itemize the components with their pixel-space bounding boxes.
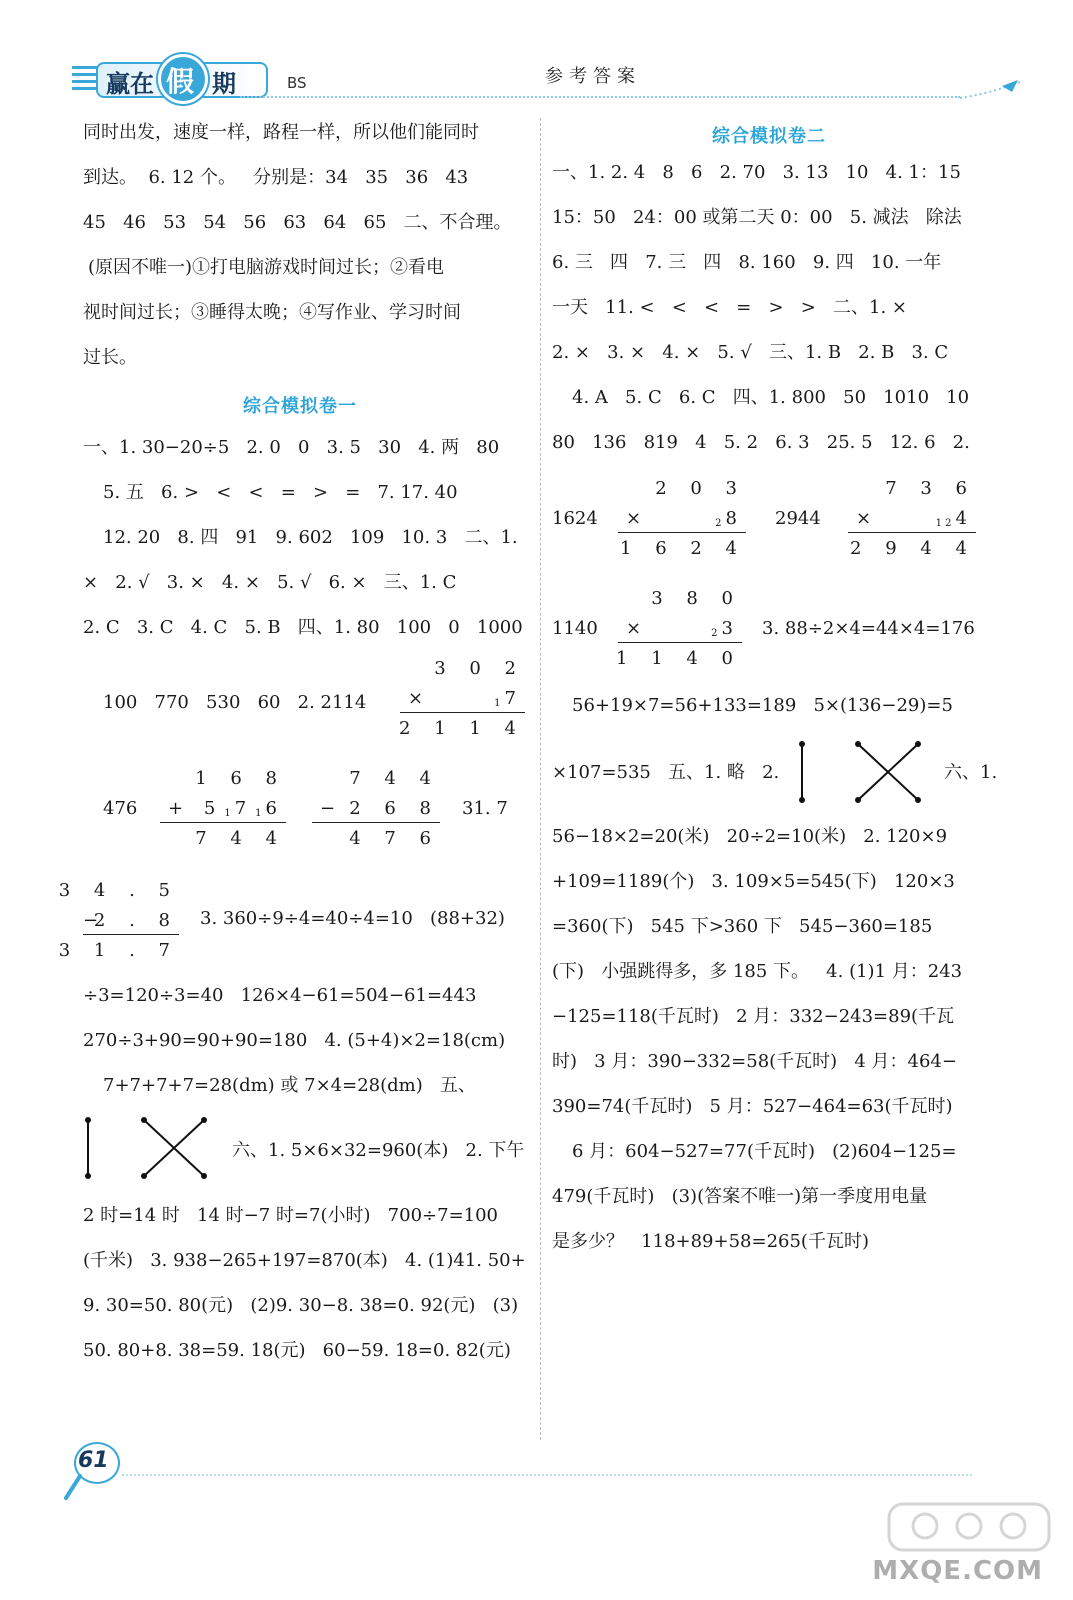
text-line: 12. 20 8. 四 91 9. 602 109 10. 3 二、1. [103, 527, 518, 548]
text-line: 3. 360÷9÷4=40÷4=10 (88+32) [200, 908, 505, 929]
text-line: 2. C 3. C 4. C 5. B 四、1. 80 100 0 1000 [83, 617, 523, 638]
text-line: =360(下) 545 下>360 下 545−360=185 [552, 916, 933, 937]
text-line: −125=118(千瓦时) 2 月：332−243=89(千瓦 [552, 1006, 955, 1027]
calc-carry: 1 [224, 808, 231, 819]
text-line: 390=74(千瓦时) 5 月：527−464=63(千瓦时) [552, 1096, 953, 1117]
vertical-calc-subtraction [312, 768, 440, 854]
text-line: +109=1189(个) 3. 109×5=545(下) 120×3 [552, 871, 955, 892]
section-title-2: 综合模拟卷二 [712, 126, 826, 147]
text-line: 到达。 6. 12 个。 分别是：34 35 36 43 [83, 167, 469, 188]
calc-carry: 2 [711, 628, 718, 639]
brand-text-3: 期 [212, 70, 236, 98]
text-line: 六、1. 5×6×32=960(本) 2. 下午 [232, 1140, 525, 1161]
text-line: 80 136 819 4 5. 2 6. 3 25. 5 12. 6 2. [552, 432, 970, 453]
calc-operand: 7 [504, 688, 525, 709]
calc-result: 1 6 2 4 [620, 538, 746, 559]
calc-operator: × [626, 508, 642, 529]
calc-operand: 3 [721, 618, 742, 639]
vertical-calc-addition [160, 768, 286, 854]
text-line: 56−18×2=20(米) 20÷2=10(米) 2. 120×9 [552, 826, 948, 847]
page-number: 61 [78, 1448, 109, 1473]
calc-operand: 4 [955, 508, 976, 529]
edition-label: BS [287, 74, 307, 92]
calc-carry: 1 [255, 808, 262, 819]
watermark-text: MXQE.COM [872, 1556, 1043, 1586]
text-line: (原因不唯一)①打电脑游戏时间过长；②看电 [88, 257, 445, 278]
text-line: 六、1. [944, 762, 998, 783]
text-line: 479(千瓦时) (3)(答案不唯一)第一季度用电量 [552, 1186, 928, 1207]
text-line: 2944 [775, 508, 821, 529]
text-line: 7+7+7+7=28(dm) 或 7×4=28(dm) 五、 [103, 1075, 476, 1096]
text-line: 过长。 [83, 347, 137, 368]
calc-result: 1 1 4 0 [616, 648, 742, 669]
calc-rule [400, 712, 525, 713]
vertical-calc-multiplication [618, 478, 746, 564]
calc-operator: − [320, 798, 336, 819]
calc-operand: 3 8 0 [651, 588, 742, 609]
text-line: 时) 3 月：390−332=58(千瓦时) 4 月：464− [552, 1051, 957, 1072]
text-line: 4. A 5. C 6. C 四、1. 800 50 1010 10 [572, 387, 970, 408]
header-rule [240, 96, 960, 98]
text-line: 同时出发，速度一样，路程一样，所以他们能同时 [83, 122, 479, 143]
brand-text-1: 赢在 [106, 70, 154, 98]
calc-result: 3 1 . 7 [58, 940, 179, 961]
calc-rule [618, 642, 742, 643]
footer-rule [122, 1474, 972, 1476]
brand-logo [72, 58, 282, 98]
text-line: 15：50 24：00 或第二天 0：00 5. 减法 除法 [552, 207, 962, 228]
calc-operator: × [626, 618, 642, 639]
text-line: ×107=535 五、1. 略 2. [552, 762, 780, 783]
calc-rule [83, 934, 179, 935]
text-line: 视时间过长；③睡得太晚；④写作业、学习时间 [83, 302, 461, 323]
text-line: 9. 30=50. 80(元) (2)9. 30−8. 38=0. 92(元) (3) [83, 1295, 519, 1316]
calc-result: 2 1 1 4 [399, 718, 525, 739]
text-line: 2. × 3. × 4. × 5. √ 三、1. B 2. B 3. C [552, 342, 949, 363]
calc-result: 4 7 6 [349, 828, 440, 849]
text-line: 56+19×7=56+133=189 5×(136−29)=5 [572, 695, 953, 716]
vertical-calc-multiplication [618, 588, 742, 674]
magnifier-handle-icon [62, 1474, 84, 1502]
calc-operand: 7 4 4 [349, 768, 440, 789]
calc-digit: 5 [203, 798, 225, 819]
text-line: 50. 80+8. 38=59. 18(元) 60−59. 18=0. 82(元) [83, 1340, 511, 1361]
page-title: 参考答案 [545, 66, 641, 87]
vertical-calc-decimal-subtraction [58, 880, 179, 966]
text-line: 270÷3+90=90+90=180 4. (5+4)×2=18(cm) [83, 1030, 506, 1051]
calc-digit: 7 [234, 798, 256, 819]
calc-operator: + [168, 798, 184, 819]
calc-carry: 1 2 [935, 518, 952, 529]
calc-operand: 3 0 2 [434, 658, 525, 679]
header-decoration [958, 76, 1028, 102]
text-line: 1624 [552, 508, 598, 529]
vertical-calc-multiplication [848, 478, 976, 564]
text-line: × 2. √ 3. × 4. × 5. √ 6. × 三、1. C [83, 572, 457, 593]
text-line: 2 时=14 时 14 时−7 时=7(小时) 700÷7=100 [83, 1205, 499, 1226]
text-line: 1140 [552, 618, 598, 639]
brand-text-2: 假 [165, 65, 194, 98]
calc-rule [312, 822, 440, 823]
calc-operand: 2 6 8 [349, 798, 440, 819]
line-drawing-answer [76, 1112, 226, 1184]
calc-operand: 7 3 6 [885, 478, 976, 499]
text-line: 31. 7 [462, 798, 508, 819]
text-line: 一、1. 30−20÷5 2. 0 0 3. 5 30 4. 两 80 [83, 437, 500, 458]
text-line: 5. 五 6. > < < = > = 7. 17. 40 [103, 482, 458, 503]
calc-rule [848, 532, 976, 533]
text-line: 3. 88÷2×4=44×4=176 [762, 618, 975, 639]
text-line: 100 770 530 60 2. 2114 [103, 692, 367, 713]
calc-carry: 1 [494, 698, 501, 709]
calc-operand: 1 6 8 [195, 768, 286, 789]
text-line: 是多少？ 118+89+58=265(千瓦时) [552, 1231, 869, 1252]
calc-operand: 8 [725, 508, 746, 529]
vertical-calc-multiplication [400, 658, 525, 742]
calc-operator: × [408, 688, 424, 709]
text-line: (千米) 3. 938−265+197=870(本) 4. (1)41. 50+ [83, 1250, 526, 1271]
text-line: 6. 三 四 7. 三 四 8. 160 9. 四 10. 一年 [552, 252, 942, 273]
text-line: 476 [103, 798, 138, 819]
calc-result: 7 4 4 [195, 828, 286, 849]
text-line: 45 46 53 54 56 63 64 65 二、不合理。 [83, 212, 512, 233]
section-title-1: 综合模拟卷一 [243, 396, 357, 417]
text-line: 一、1. 2. 4 8 6 2. 70 3. 13 10 4. 1：15 [552, 162, 961, 183]
text-line: 一天 11. < < < = > > 二、1. × [552, 297, 907, 318]
calc-operand: 3 4 . 5 [58, 880, 179, 901]
calc-digit: 6 [265, 798, 286, 819]
calc-rule [160, 822, 286, 823]
calc-result: 2 9 4 4 [850, 538, 976, 559]
text-line: ÷3=120÷3=40 126×4−61=504−61=443 [83, 985, 477, 1006]
calc-rule [618, 532, 746, 533]
text-line: 6 月：604−527=77(千瓦时) (2)604−125= [572, 1141, 957, 1162]
calc-operator: − [83, 910, 99, 931]
calc-operator: × [856, 508, 872, 529]
column-divider [540, 118, 541, 1440]
text-line: (下) 小强跳得多，多 185 下。 4. (1)1 月：243 [552, 961, 963, 982]
line-drawing-answer [792, 736, 942, 808]
calc-operand: 2 0 3 [655, 478, 746, 499]
calc-operand: 2 . 8 [93, 910, 179, 931]
calc-carry: 2 [715, 518, 722, 529]
